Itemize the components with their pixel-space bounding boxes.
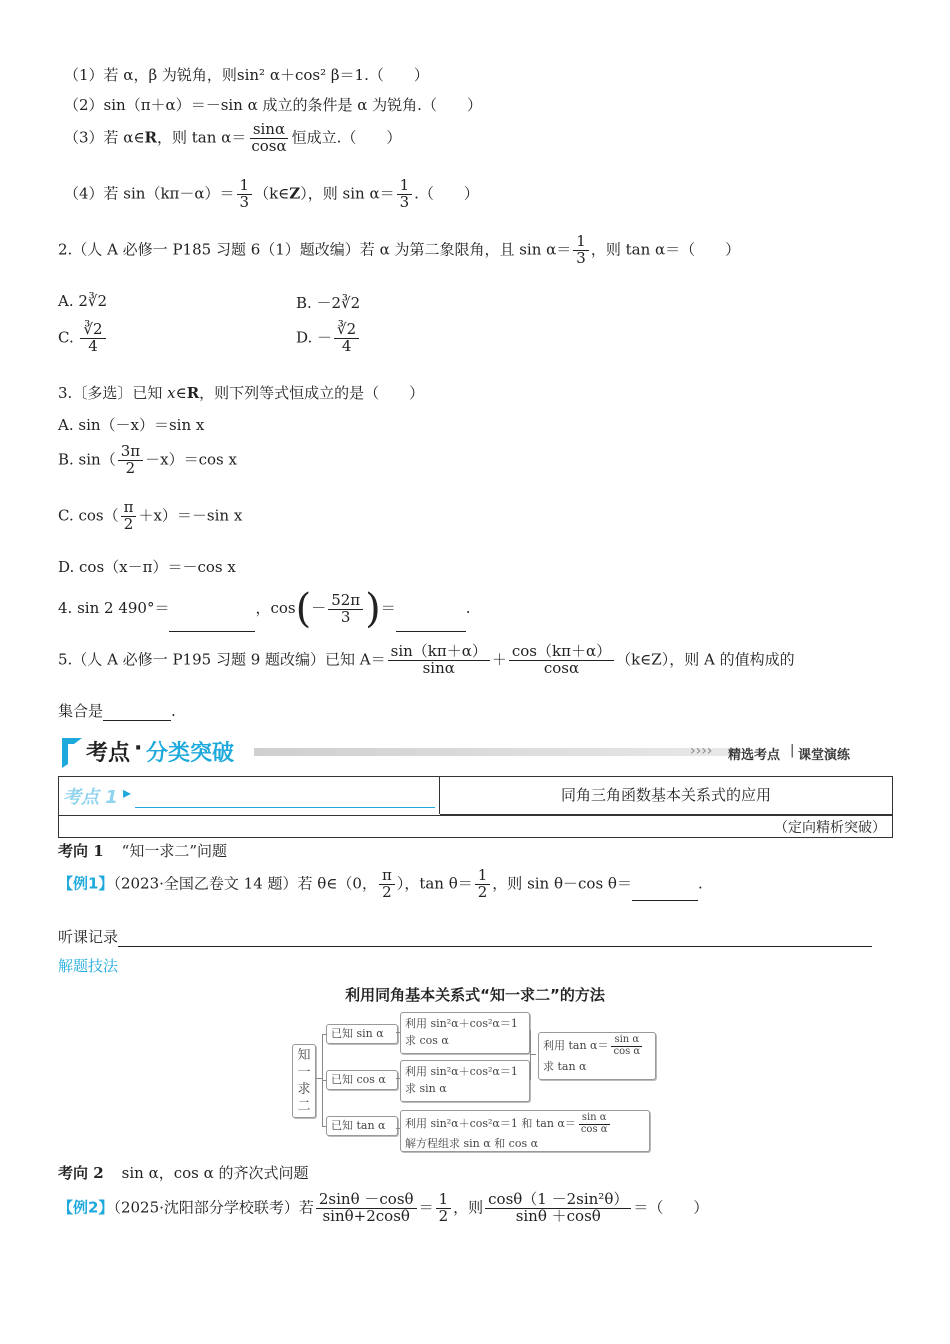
mm-text: 已知 tan α bbox=[331, 1119, 386, 1132]
mindmap-root bbox=[292, 1044, 316, 1118]
mm-text: 已知 cos α bbox=[331, 1073, 386, 1086]
set-symbol: R bbox=[186, 384, 200, 402]
kaodian-label-cell bbox=[59, 777, 440, 814]
text: ∈ bbox=[175, 384, 187, 402]
denominator: sinα bbox=[422, 658, 455, 677]
example-1 bbox=[58, 868, 703, 901]
numerator: π bbox=[379, 868, 395, 885]
mm-connector bbox=[530, 1030, 531, 1080]
mm-text: 求 sin α bbox=[405, 1082, 447, 1095]
text: 3. bbox=[58, 384, 73, 402]
fraction bbox=[248, 122, 289, 155]
fraction bbox=[436, 1192, 452, 1225]
section-banner bbox=[58, 734, 892, 770]
denominator: cos α bbox=[613, 1045, 641, 1057]
fraction bbox=[388, 644, 490, 677]
option-label: D. － bbox=[296, 328, 333, 347]
numerator: cos（kπ＋α） bbox=[509, 644, 614, 661]
q3-option-d[interactable] bbox=[58, 556, 236, 577]
q3-option-c[interactable] bbox=[58, 500, 242, 533]
text: ，则下列等式恒成立的是（ ） bbox=[199, 384, 425, 402]
fraction bbox=[379, 868, 395, 901]
mm-text: 求 cos α bbox=[405, 1034, 449, 1047]
numerator: sin α bbox=[611, 1035, 642, 1047]
numerator: ∛2 bbox=[80, 322, 105, 339]
kaoxiang-text: sin α，cos α 的齐次式问题 bbox=[121, 1164, 309, 1182]
mm-text: 利用 sin²α＋cos²α＝1 bbox=[405, 1065, 518, 1078]
kaodian-arrow-icon: ▸ bbox=[123, 783, 132, 802]
banner-title-a: 考点 bbox=[86, 741, 131, 766]
fraction bbox=[118, 444, 143, 477]
text: .（ ） bbox=[414, 184, 479, 203]
banner-arrows-icon: ›››› bbox=[690, 743, 713, 759]
denominator: cosα bbox=[251, 136, 287, 155]
kaodian-title: 同角三角函数基本关系式的应用 bbox=[560, 786, 771, 804]
kaodian-table bbox=[58, 776, 893, 838]
text: （3）若 α∈ bbox=[64, 128, 145, 147]
mindmap-title-text: 利用同角基本关系式“知一求二”的方法 bbox=[345, 986, 605, 1004]
text: （2023·全国乙卷文 14 题）若 θ∈（0， bbox=[113, 874, 377, 893]
kaoxiang-1 bbox=[58, 840, 227, 861]
fraction bbox=[485, 1192, 631, 1225]
kaodian-underline bbox=[135, 807, 435, 808]
fraction bbox=[509, 644, 614, 677]
option-label: C. bbox=[58, 328, 79, 347]
denominator: 4 bbox=[88, 336, 98, 355]
q1-item-4 bbox=[64, 178, 479, 211]
multi-select-tag: 〔多选〕 bbox=[72, 384, 133, 402]
q5-line-2 bbox=[58, 700, 176, 721]
q2-option-d[interactable] bbox=[296, 322, 361, 355]
kaodian-label: 考点 1 bbox=[63, 787, 118, 808]
q1-item-1 bbox=[64, 64, 429, 85]
option-text: A. sin（－x）＝sin x bbox=[58, 416, 205, 434]
text: ＝ bbox=[380, 599, 396, 617]
method-label bbox=[58, 955, 118, 976]
kaoxiang-2 bbox=[58, 1162, 309, 1183]
numerator: π bbox=[121, 500, 137, 517]
denominator: 2 bbox=[125, 458, 136, 477]
mindmap-known-tan bbox=[326, 1116, 398, 1136]
variable: x bbox=[167, 384, 176, 402]
notes-row bbox=[58, 926, 872, 947]
fraction bbox=[334, 322, 359, 355]
right-paren: ) bbox=[365, 586, 381, 632]
answer-blank[interactable] bbox=[103, 704, 171, 721]
q4 bbox=[58, 586, 471, 632]
mm-text: 已知 sin α bbox=[331, 1027, 384, 1040]
numerator: 2sinθ －cosθ bbox=[316, 1192, 417, 1209]
fraction bbox=[316, 1192, 417, 1225]
numerator: 1 bbox=[397, 178, 413, 195]
q3-option-a[interactable] bbox=[58, 414, 204, 435]
denominator: sinθ+2cosθ bbox=[322, 1206, 410, 1225]
banner-separator: | bbox=[790, 743, 795, 758]
mindmap bbox=[290, 1010, 670, 1160]
q3-option-b[interactable] bbox=[58, 444, 237, 477]
fraction bbox=[237, 178, 253, 211]
numerator: 3π bbox=[118, 444, 143, 461]
mindmap-root-text: 知一求二 bbox=[297, 1048, 311, 1114]
text: ，则 bbox=[453, 1198, 484, 1217]
answer-blank[interactable] bbox=[169, 615, 255, 632]
example-2 bbox=[58, 1192, 708, 1225]
text: ，cos bbox=[255, 599, 296, 617]
denominator: 3 bbox=[239, 192, 250, 211]
q1-item-2 bbox=[64, 94, 482, 115]
text: ＝（ ） bbox=[633, 1198, 709, 1217]
numerator: 1 bbox=[573, 234, 589, 251]
text: ＋ bbox=[491, 650, 507, 669]
method-label-text: 解题技法 bbox=[58, 957, 119, 975]
set-symbol: R bbox=[144, 128, 158, 147]
q5 bbox=[58, 644, 795, 677]
text: －x）＝cos x bbox=[145, 450, 237, 469]
answer-blank[interactable] bbox=[632, 884, 698, 901]
mm-text: 解方程组求 sin α 和 cos α bbox=[405, 1137, 539, 1150]
numerator: ∛2 bbox=[334, 322, 359, 339]
mm-text: 利用 tan α＝ bbox=[543, 1039, 609, 1052]
q2-option-c[interactable] bbox=[58, 322, 108, 355]
denominator: 2 bbox=[123, 514, 134, 533]
denominator: 3 bbox=[576, 248, 586, 267]
denominator: cosα bbox=[543, 658, 580, 677]
text: ，则 tan α＝（ ） bbox=[590, 240, 741, 259]
option-text: A. 2∛2 bbox=[58, 292, 108, 310]
example-tag: 【例1】 bbox=[58, 874, 114, 893]
fraction bbox=[80, 322, 105, 355]
mm-text: 利用 sin²α＋cos²α＝1 和 tan α＝ bbox=[405, 1117, 576, 1130]
numerator: 1 bbox=[436, 1192, 452, 1209]
mm-text: 求 tan α bbox=[543, 1060, 587, 1073]
text: 已知 bbox=[132, 384, 168, 402]
denominator: 2 bbox=[477, 882, 488, 901]
banner-title-b: 分类突破 bbox=[146, 741, 235, 766]
mindmap-title bbox=[0, 984, 950, 1005]
text: B. sin（ bbox=[58, 450, 116, 469]
text: ），则 sin α＝ bbox=[300, 184, 395, 203]
fraction bbox=[573, 234, 589, 267]
text: ＋x）＝－sin x bbox=[138, 506, 243, 525]
mindmap-known-sin bbox=[326, 1024, 398, 1044]
text: （4）若 sin（kπ－α）＝ bbox=[64, 184, 235, 203]
numerator: sin（kπ＋α） bbox=[388, 644, 490, 661]
denominator: cos α bbox=[580, 1123, 608, 1135]
numerator: 1 bbox=[475, 868, 491, 885]
text: 4. sin 2 490°＝ bbox=[58, 599, 170, 617]
text: . bbox=[171, 702, 176, 720]
kaodian-note: （定向精析突破） bbox=[774, 820, 886, 836]
text: （k∈ bbox=[254, 184, 290, 203]
denominator: 2 bbox=[382, 882, 392, 901]
mindmap-method-1 bbox=[400, 1012, 530, 1054]
set-symbol: Z bbox=[289, 184, 301, 203]
text: ＝ bbox=[418, 1198, 434, 1217]
kaoxiang-label: 考向 1 bbox=[58, 842, 104, 860]
fraction bbox=[610, 1035, 643, 1057]
denominator: 4 bbox=[341, 336, 352, 355]
denominator: 3 bbox=[399, 192, 410, 211]
notes-line[interactable] bbox=[118, 930, 872, 947]
mindmap-method-3 bbox=[400, 1110, 650, 1152]
text: ，则 sin θ－cos θ＝ bbox=[492, 874, 632, 893]
fraction bbox=[475, 868, 491, 901]
mindmap-result bbox=[538, 1032, 656, 1080]
text: 2.（人 A 必修一 P185 习题 6（1）题改编）若 α 为第二象限角，且 sin α＝ bbox=[58, 240, 572, 259]
q1-item-2-text: （2）sin（π＋α）＝－sin α 成立的条件是 α 为锐角.（ ） bbox=[64, 96, 482, 114]
text: （k∈Z），则 A 的值构成的 bbox=[616, 650, 795, 669]
text: 恒成立.（ ） bbox=[291, 128, 402, 147]
left-paren: ( bbox=[295, 586, 312, 632]
text: （2025·沈阳部分学校联考）若 bbox=[113, 1198, 314, 1217]
fraction bbox=[397, 178, 413, 211]
q1-item-3 bbox=[64, 122, 401, 155]
text: 集合是 bbox=[58, 702, 104, 720]
numerator: sin α bbox=[579, 1113, 610, 1125]
denominator: 3 bbox=[340, 607, 351, 626]
text: . bbox=[697, 874, 703, 893]
text: 5.（人 A 必修一 P195 习题 9 题改编）已知 A＝ bbox=[58, 650, 386, 669]
q2-stem bbox=[58, 234, 740, 267]
mm-connector bbox=[530, 1054, 536, 1055]
numerator: 1 bbox=[237, 178, 253, 195]
fraction bbox=[121, 500, 137, 533]
text: . bbox=[465, 599, 471, 617]
answer-blank[interactable] bbox=[396, 615, 466, 632]
numerator: sinα bbox=[250, 122, 288, 139]
text: ），tan θ＝ bbox=[396, 874, 473, 893]
q3-stem bbox=[58, 382, 424, 403]
kaodian-title-cell bbox=[440, 777, 892, 815]
notes-label: 听课记录 bbox=[58, 928, 119, 946]
mindmap-method-2 bbox=[400, 1060, 530, 1102]
banner-title-dot: · bbox=[134, 736, 143, 761]
banner-right-a: 精选考点 bbox=[728, 748, 781, 763]
denominator: 2 bbox=[438, 1206, 449, 1225]
text: － bbox=[311, 599, 327, 617]
q1-item-1-text: （1）若 α，β 为锐角，则sin² α＋cos² β＝1.（ ） bbox=[64, 66, 429, 84]
banner-bar bbox=[254, 748, 736, 756]
q2-option-a[interactable] bbox=[58, 292, 107, 310]
option-text: D. cos（x－π）＝－cos x bbox=[58, 558, 236, 576]
text: C. cos（ bbox=[58, 506, 119, 525]
numerator: cosθ（1 －2sin²θ） bbox=[485, 1192, 631, 1209]
denominator: sinθ ＋cosθ bbox=[515, 1206, 601, 1225]
kaodian-divider bbox=[59, 815, 892, 816]
q2-option-b[interactable] bbox=[296, 292, 360, 313]
text: ，则 tan α＝ bbox=[157, 128, 247, 147]
numerator: 52π bbox=[328, 593, 363, 610]
fraction bbox=[328, 590, 363, 626]
mm-text: 利用 sin²α＋cos²α＝1 bbox=[405, 1017, 518, 1030]
kaoxiang-text: “知一求二”问题 bbox=[121, 842, 228, 860]
example-tag: 【例2】 bbox=[58, 1198, 114, 1217]
kaoxiang-label: 考向 2 bbox=[58, 1164, 104, 1182]
banner-right-b: 课堂演练 bbox=[798, 748, 851, 763]
fraction bbox=[578, 1113, 611, 1135]
option-text: B. －2∛2 bbox=[296, 294, 361, 312]
mindmap-known-cos bbox=[326, 1070, 398, 1090]
